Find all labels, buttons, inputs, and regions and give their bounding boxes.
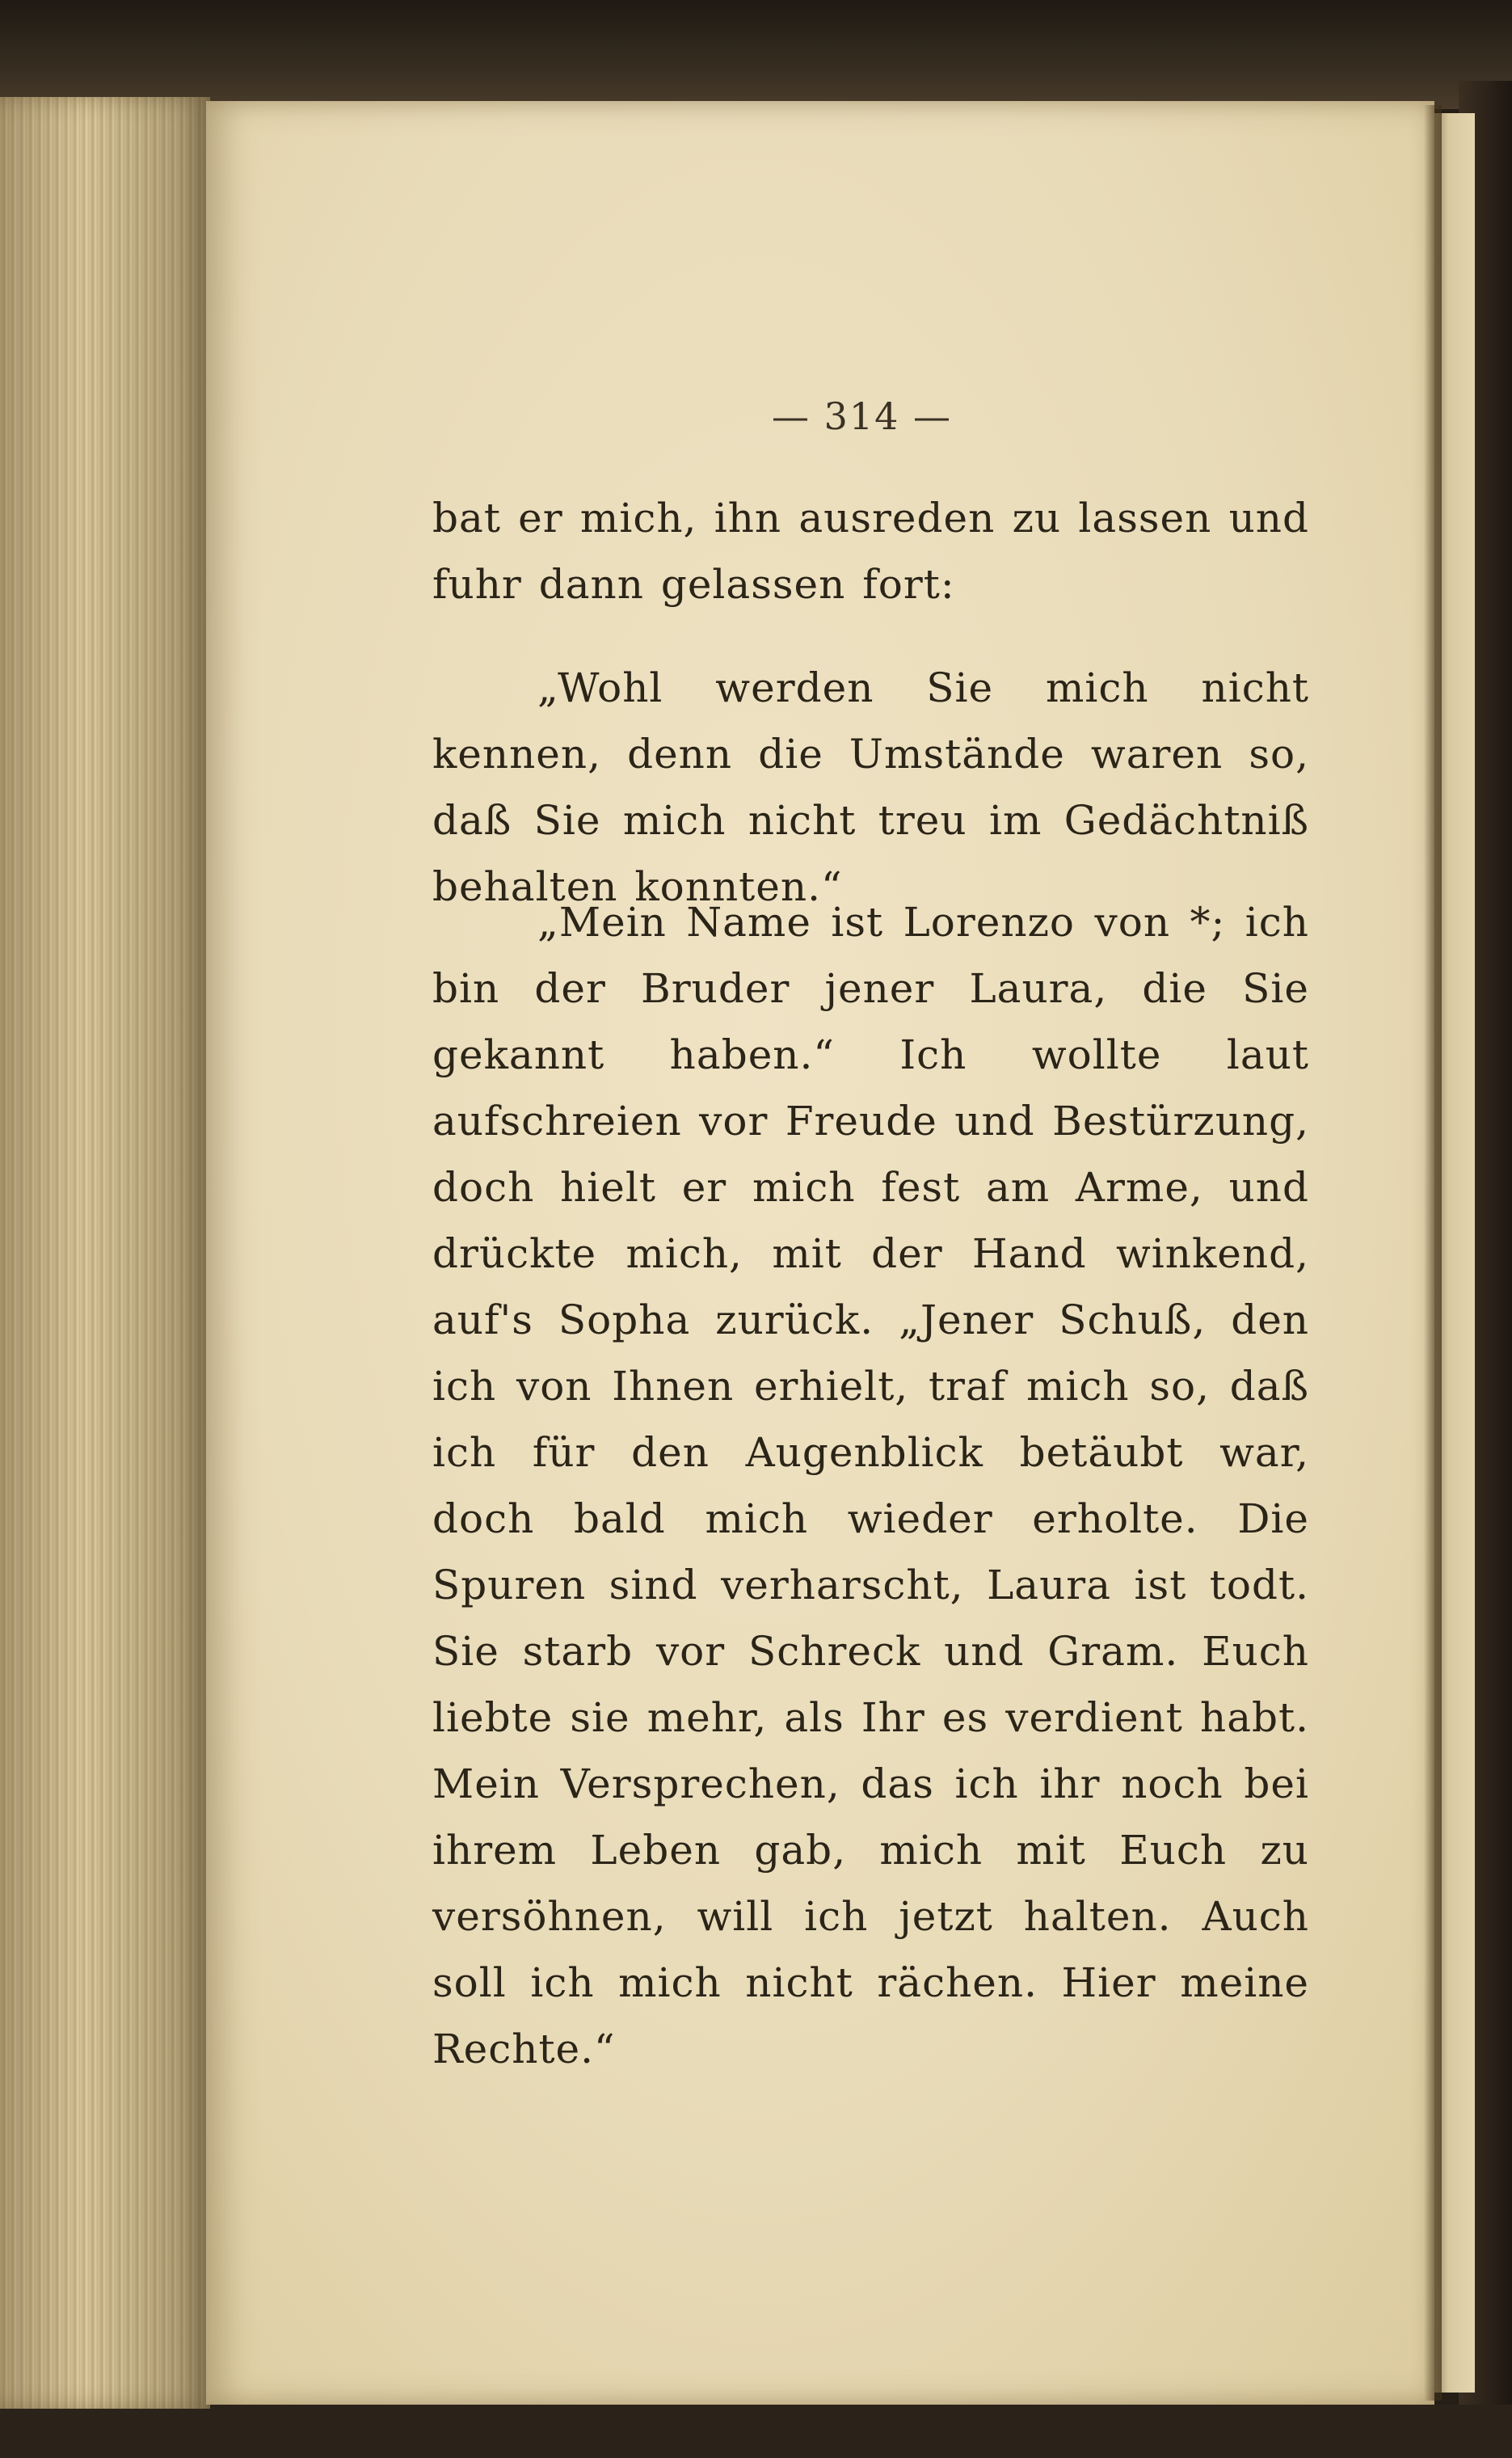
- page-gutter: [1424, 105, 1442, 2401]
- paragraph-3: „Mein Name ist Lorenzo von *; ich bin der Bruder jener Laura, die Sie gekannt haben.“ Ich wollte laut aufschreien vor Freude und Bestürzung, doch hielt er mich fest am Arme, und drückte mich, mit der Hand winkend, auf's Sopha zurück. „Jener Schuß, den ich von Ihnen erhielt, traf mich so, daß ich für den Augenblick betäubt war, doch bald mich wieder erholte. Die Spuren sind verharscht, Laura ist todt. Sie starb vor Schreck und Gram. Euch liebte sie mehr, als Ihr es verdient habt. Mein Versprechen, das ich ihr noch bei ihrem Leben gab, mich mit Euch zu versöhnen, will ich jetzt halten. Auch soll ich mich nicht rächen. Hier meine Rechte.“: [432, 899, 1309, 2072]
- page-edges-shadow: [0, 97, 210, 2409]
- page-number: — 314 —: [772, 394, 953, 438]
- book-cover-top-edge: [0, 0, 1512, 109]
- paragraph-1: bat er mich, ihn ausreden zu lassen und fuhr dann gelassen fort:: [432, 495, 1309, 608]
- paragraph-2: „Wohl werden Sie mich nicht kennen, denn die Umstände waren so, daß Sie mich nicht treu im Gedächtniß behalten konnten.“: [432, 664, 1309, 910]
- book-cover-bottom-edge: [0, 2405, 1512, 2458]
